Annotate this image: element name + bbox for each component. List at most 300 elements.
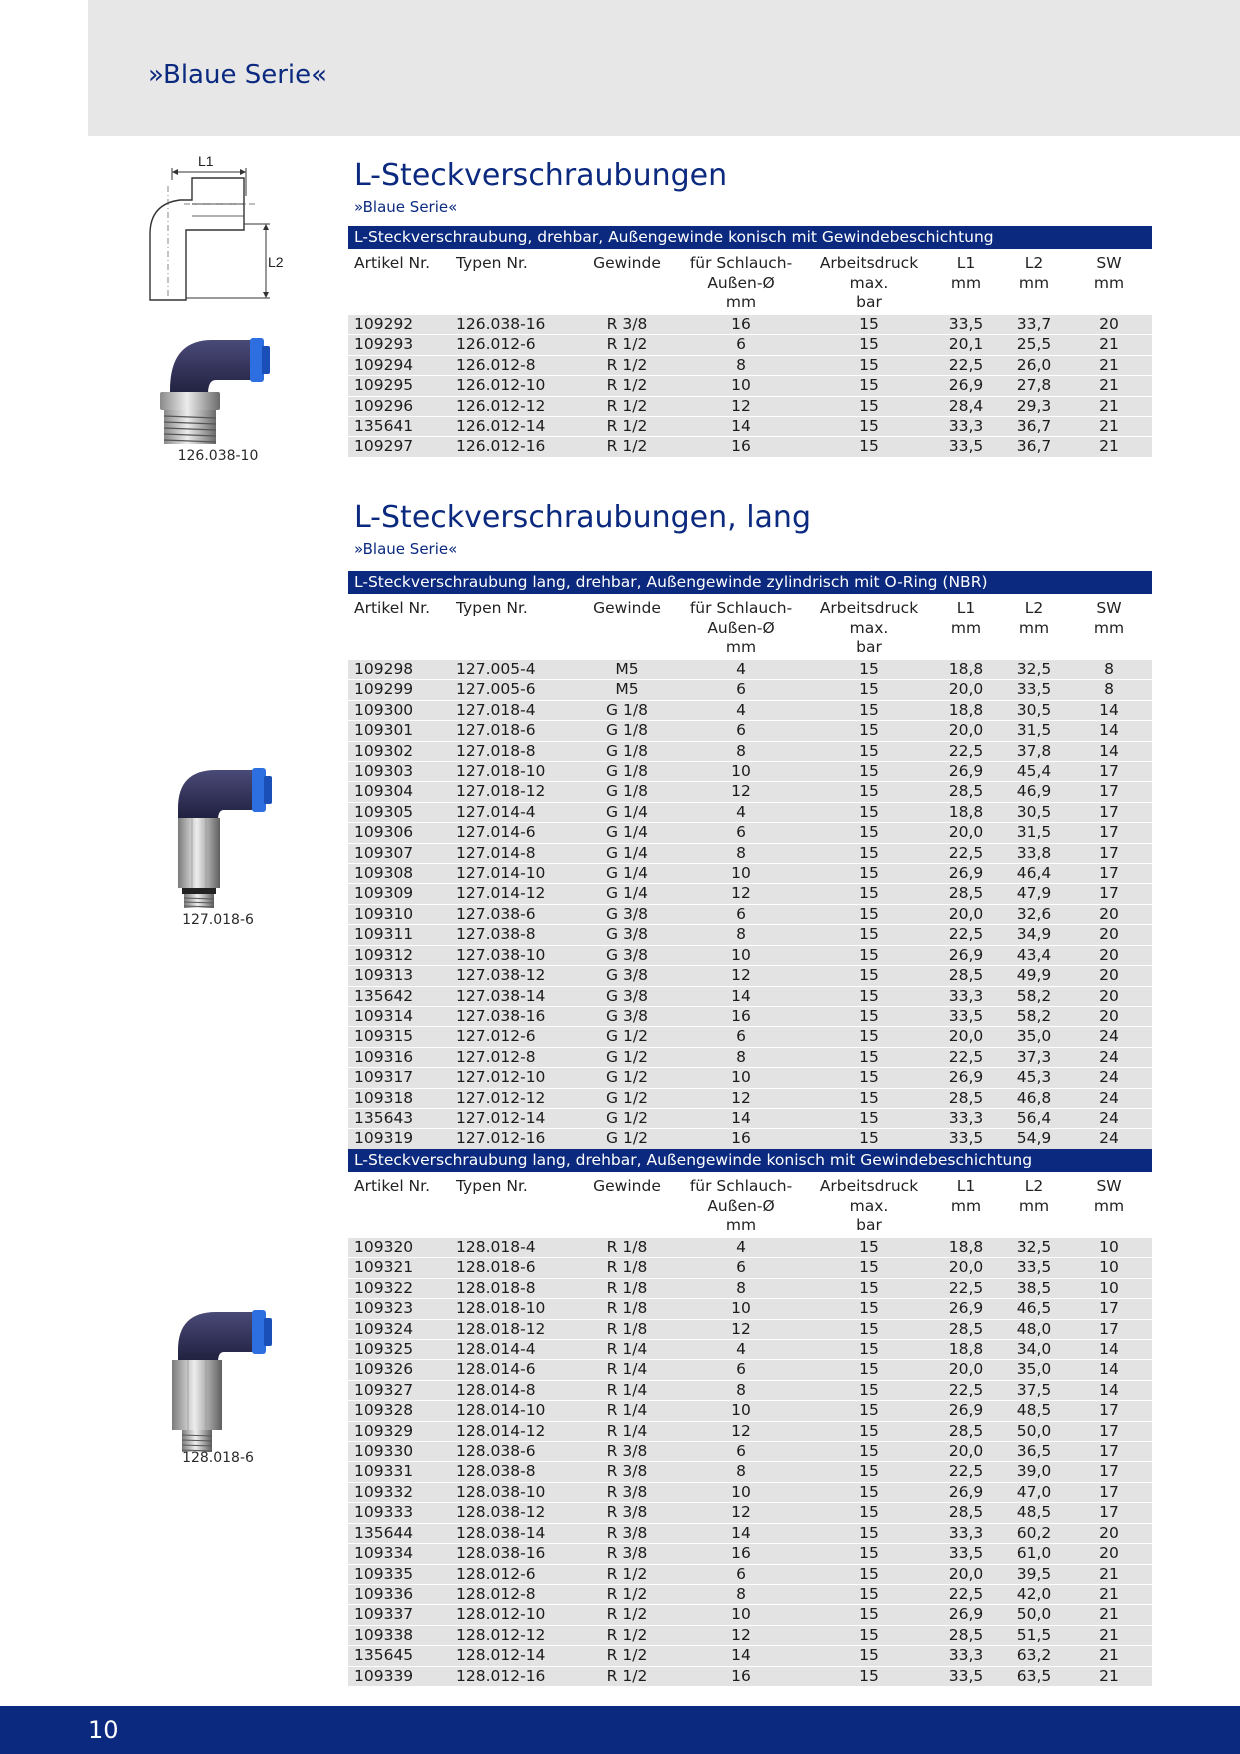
cell-arbeitsdruck: 15 — [808, 986, 930, 1006]
cell-arbeitsdruck: 15 — [808, 700, 930, 720]
cell-gewinde: G 1/4 — [580, 802, 674, 822]
cell-l2: 46,8 — [1002, 1088, 1066, 1108]
table-row — [348, 1258, 1152, 1278]
cell-schlauch-aussen-d: 12 — [674, 1088, 808, 1108]
cell-schlauch-aussen-d: 6 — [674, 680, 808, 700]
table-row — [348, 802, 1152, 822]
cell-schlauch-aussen-d: 6 — [674, 904, 808, 924]
cell-sw: 10 — [1066, 1278, 1152, 1298]
cell-typen-nr: 126.012-12 — [450, 396, 580, 416]
cell-l2: 49,9 — [1002, 966, 1066, 986]
cell-schlauch-aussen-d: 10 — [674, 762, 808, 782]
cell-gewinde: R 1/2 — [580, 1646, 674, 1666]
cell-l2: 32,5 — [1002, 660, 1066, 680]
cell-arbeitsdruck: 15 — [808, 417, 930, 437]
cell-gewinde: G 3/8 — [580, 966, 674, 986]
cell-typen-nr: 128.038-14 — [450, 1523, 580, 1543]
cell-artikel-nr: 135645 — [348, 1646, 450, 1666]
cell-arbeitsdruck: 15 — [808, 1605, 930, 1625]
cell-l2: 46,4 — [1002, 864, 1066, 884]
cell-arbeitsdruck: 15 — [808, 1625, 930, 1645]
column-header-schlauch-aussen-d: für Schlauch- Außen-Ø mm — [689, 1177, 793, 1234]
cell-gewinde: R 1/8 — [580, 1319, 674, 1339]
cell-schlauch-aussen-d: 8 — [674, 1278, 808, 1298]
cell-l1: 18,8 — [930, 802, 1002, 822]
cell-arbeitsdruck: 15 — [808, 1584, 930, 1604]
cell-l1: 33,3 — [930, 1523, 1002, 1543]
cell-artikel-nr: 109339 — [348, 1666, 450, 1686]
cell-typen-nr: 128.038-10 — [450, 1482, 580, 1502]
cell-gewinde: G 1/2 — [580, 1129, 674, 1149]
table-row — [348, 1027, 1152, 1047]
cell-schlauch-aussen-d: 12 — [674, 782, 808, 802]
cell-sw: 17 — [1066, 1503, 1152, 1523]
cell-schlauch-aussen-d: 10 — [674, 1401, 808, 1421]
cell-l1: 28,5 — [930, 1421, 1002, 1441]
cell-l2: 58,2 — [1002, 986, 1066, 1006]
table-row — [348, 1068, 1152, 1088]
column-header-l2: L2 mm — [1018, 1177, 1050, 1215]
cell-schlauch-aussen-d: 16 — [674, 315, 808, 335]
cell-schlauch-aussen-d: 4 — [674, 700, 808, 720]
cell-typen-nr: 128.012-12 — [450, 1625, 580, 1645]
cell-l1: 20,0 — [930, 1360, 1002, 1380]
table-row — [348, 1319, 1152, 1339]
cell-l2: 61,0 — [1002, 1544, 1066, 1564]
cell-artikel-nr: 109295 — [348, 376, 450, 396]
cell-typen-nr: 128.014-6 — [450, 1360, 580, 1380]
cell-l2: 38,5 — [1002, 1278, 1066, 1298]
cell-schlauch-aussen-d: 16 — [674, 437, 808, 457]
cell-gewinde: R 1/2 — [580, 1625, 674, 1645]
cell-l1: 18,8 — [930, 700, 1002, 720]
cell-l1: 28,5 — [930, 1625, 1002, 1645]
cell-sw: 21 — [1066, 1605, 1152, 1625]
cell-schlauch-aussen-d: 6 — [674, 1442, 808, 1462]
cell-l1: 18,8 — [930, 1238, 1002, 1258]
cell-l1: 22,5 — [930, 1380, 1002, 1400]
cell-l1: 20,0 — [930, 1442, 1002, 1462]
cell-l1: 20,0 — [930, 1258, 1002, 1278]
cell-l2: 30,5 — [1002, 802, 1066, 822]
column-header-gewinde: Gewinde — [593, 254, 661, 272]
cell-gewinde: G 1/2 — [580, 1088, 674, 1108]
cell-l2: 25,5 — [1002, 335, 1066, 355]
table-row — [348, 1625, 1152, 1645]
cell-schlauch-aussen-d: 10 — [674, 1068, 808, 1088]
page-number: 10 — [88, 1716, 119, 1744]
cell-arbeitsdruck: 15 — [808, 396, 930, 416]
cell-schlauch-aussen-d: 8 — [674, 1047, 808, 1067]
table-row — [348, 1442, 1152, 1462]
table-header-row — [348, 1172, 1152, 1238]
cell-sw: 10 — [1066, 1258, 1152, 1278]
cell-sw: 10 — [1066, 1238, 1152, 1258]
table-row — [348, 864, 1152, 884]
cell-schlauch-aussen-d: 8 — [674, 741, 808, 761]
cell-schlauch-aussen-d: 10 — [674, 376, 808, 396]
cell-artikel-nr: 109302 — [348, 741, 450, 761]
cell-sw: 21 — [1066, 1646, 1152, 1666]
cell-sw: 14 — [1066, 700, 1152, 720]
cell-gewinde: G 1/2 — [580, 1047, 674, 1067]
cell-gewinde: G 1/2 — [580, 1027, 674, 1047]
table-row — [348, 1503, 1152, 1523]
cell-gewinde: R 1/2 — [580, 376, 674, 396]
cell-l2: 56,4 — [1002, 1108, 1066, 1128]
cell-gewinde: G 3/8 — [580, 945, 674, 965]
table-row — [348, 1523, 1152, 1543]
cell-typen-nr: 127.012-12 — [450, 1088, 580, 1108]
column-header-artikel-nr: Artikel Nr. — [354, 1177, 431, 1195]
cell-schlauch-aussen-d: 12 — [674, 966, 808, 986]
table-row — [348, 925, 1152, 945]
cell-schlauch-aussen-d: 14 — [674, 1646, 808, 1666]
cell-arbeitsdruck: 15 — [808, 1523, 930, 1543]
cell-artikel-nr: 135644 — [348, 1523, 450, 1543]
cell-l2: 34,9 — [1002, 925, 1066, 945]
cell-l1: 20,0 — [930, 680, 1002, 700]
cell-sw: 21 — [1066, 355, 1152, 375]
cell-sw: 21 — [1066, 417, 1152, 437]
cell-gewinde: R 3/8 — [580, 1462, 674, 1482]
cell-schlauch-aussen-d: 14 — [674, 1523, 808, 1543]
cell-typen-nr: 127.012-10 — [450, 1068, 580, 1088]
cell-typen-nr: 127.012-16 — [450, 1129, 580, 1149]
column-header-arbeitsdruck: Arbeitsdruck max. bar — [819, 1177, 919, 1234]
cell-l1: 20,0 — [930, 1564, 1002, 1584]
product-title-1: L-Steckverschraubungen — [354, 158, 728, 193]
cell-artikel-nr: 109330 — [348, 1442, 450, 1462]
cell-sw: 17 — [1066, 823, 1152, 843]
cell-sw: 21 — [1066, 1666, 1152, 1686]
table-caption: L-Steckverschraubung, drehbar, Außengewinde konisch mit Gewindebeschichtung — [348, 226, 1152, 249]
cell-l2: 33,5 — [1002, 1258, 1066, 1278]
table-row — [348, 1544, 1152, 1564]
cell-typen-nr: 128.018-4 — [450, 1238, 580, 1258]
cell-typen-nr: 127.018-4 — [450, 700, 580, 720]
cell-gewinde: R 1/4 — [580, 1360, 674, 1380]
cell-sw: 20 — [1066, 1006, 1152, 1026]
cell-schlauch-aussen-d: 6 — [674, 1564, 808, 1584]
cell-sw: 17 — [1066, 1401, 1152, 1421]
cell-l1: 26,9 — [930, 1068, 1002, 1088]
cell-typen-nr: 128.012-8 — [450, 1584, 580, 1604]
cell-sw: 21 — [1066, 1625, 1152, 1645]
cell-schlauch-aussen-d: 16 — [674, 1006, 808, 1026]
cell-schlauch-aussen-d: 14 — [674, 1108, 808, 1128]
cell-gewinde: R 3/8 — [580, 1442, 674, 1462]
cell-l2: 32,5 — [1002, 1238, 1066, 1258]
cell-sw: 14 — [1066, 721, 1152, 741]
cell-artikel-nr: 109305 — [348, 802, 450, 822]
cell-schlauch-aussen-d: 12 — [674, 1503, 808, 1523]
cell-arbeitsdruck: 15 — [808, 1380, 930, 1400]
cell-schlauch-aussen-d: 8 — [674, 1380, 808, 1400]
cell-sw: 17 — [1066, 1421, 1152, 1441]
cell-typen-nr: 127.018-12 — [450, 782, 580, 802]
cell-typen-nr: 128.012-16 — [450, 1666, 580, 1686]
cell-l1: 28,4 — [930, 396, 1002, 416]
cell-l2: 45,4 — [1002, 762, 1066, 782]
cell-typen-nr: 128.038-16 — [450, 1544, 580, 1564]
cell-l2: 33,5 — [1002, 680, 1066, 700]
cell-typen-nr: 128.038-12 — [450, 1503, 580, 1523]
product-table-127 — [348, 571, 1152, 1150]
cell-arbeitsdruck: 15 — [808, 782, 930, 802]
column-header-typen-nr: Typen Nr. — [456, 254, 528, 272]
column-header-schlauch-aussen-d: für Schlauch- Außen-Ø mm — [689, 254, 793, 311]
column-header-schlauch-aussen-d: für Schlauch- Außen-Ø mm — [689, 599, 793, 656]
cell-sw: 24 — [1066, 1047, 1152, 1067]
cell-typen-nr: 126.012-16 — [450, 437, 580, 457]
cell-gewinde: R 1/2 — [580, 335, 674, 355]
cell-sw: 24 — [1066, 1027, 1152, 1047]
cell-arbeitsdruck: 15 — [808, 721, 930, 741]
cell-artikel-nr: 109323 — [348, 1299, 450, 1319]
cell-l1: 22,5 — [930, 843, 1002, 863]
cell-l1: 26,9 — [930, 945, 1002, 965]
cell-arbeitsdruck: 15 — [808, 762, 930, 782]
cell-artikel-nr: 135641 — [348, 417, 450, 437]
cell-sw: 21 — [1066, 396, 1152, 416]
table-row — [348, 1380, 1152, 1400]
table-row — [348, 721, 1152, 741]
product-subtitle-1: »Blaue Serie« — [354, 198, 458, 216]
cell-gewinde: R 1/8 — [580, 1258, 674, 1278]
cell-artikel-nr: 109312 — [348, 945, 450, 965]
table-row — [348, 1646, 1152, 1666]
cell-sw: 24 — [1066, 1129, 1152, 1149]
cell-l1: 28,5 — [930, 966, 1002, 986]
cell-l2: 37,5 — [1002, 1380, 1066, 1400]
cell-l2: 48,5 — [1002, 1401, 1066, 1421]
table-caption-row — [348, 571, 1152, 594]
cell-gewinde: R 1/2 — [580, 417, 674, 437]
cell-gewinde: G 1/8 — [580, 721, 674, 741]
cell-l2: 26,0 — [1002, 355, 1066, 375]
cell-l2: 35,0 — [1002, 1360, 1066, 1380]
cell-gewinde: G 1/4 — [580, 843, 674, 863]
cell-l2: 30,5 — [1002, 700, 1066, 720]
cell-gewinde: R 1/4 — [580, 1340, 674, 1360]
table-row — [348, 1605, 1152, 1625]
cell-artikel-nr: 109325 — [348, 1340, 450, 1360]
cell-sw: 20 — [1066, 315, 1152, 335]
cell-artikel-nr: 109301 — [348, 721, 450, 741]
cell-artikel-nr: 109308 — [348, 864, 450, 884]
cell-arbeitsdruck: 15 — [808, 1088, 930, 1108]
cell-sw: 21 — [1066, 437, 1152, 457]
cell-arbeitsdruck: 15 — [808, 843, 930, 863]
cell-schlauch-aussen-d: 10 — [674, 945, 808, 965]
cell-schlauch-aussen-d: 8 — [674, 843, 808, 863]
cell-l1: 20,0 — [930, 721, 1002, 741]
cell-typen-nr: 127.005-6 — [450, 680, 580, 700]
cell-typen-nr: 127.012-6 — [450, 1027, 580, 1047]
cell-gewinde: R 3/8 — [580, 1503, 674, 1523]
column-header-typen-nr: Typen Nr. — [456, 599, 528, 617]
cell-artikel-nr: 109316 — [348, 1047, 450, 1067]
product-subtitle-2: »Blaue Serie« — [354, 540, 458, 558]
cell-typen-nr: 127.018-8 — [450, 741, 580, 761]
cell-arbeitsdruck: 15 — [808, 823, 930, 843]
cell-artikel-nr: 109333 — [348, 1503, 450, 1523]
cell-artikel-nr: 109321 — [348, 1258, 450, 1278]
cell-l2: 29,3 — [1002, 396, 1066, 416]
table-row — [348, 396, 1152, 416]
table-row — [348, 762, 1152, 782]
cell-arbeitsdruck: 15 — [808, 1462, 930, 1482]
table-row — [348, 355, 1152, 375]
l2-dimension-label: L2 — [268, 254, 284, 270]
cell-gewinde: R 1/4 — [580, 1380, 674, 1400]
cell-sw: 8 — [1066, 680, 1152, 700]
cell-arbeitsdruck: 15 — [808, 1401, 930, 1421]
cell-schlauch-aussen-d: 8 — [674, 355, 808, 375]
cell-sw: 8 — [1066, 660, 1152, 680]
product-image-128 — [166, 1306, 282, 1456]
cell-sw: 17 — [1066, 1299, 1152, 1319]
cell-schlauch-aussen-d: 10 — [674, 1605, 808, 1625]
table-row — [348, 823, 1152, 843]
table-row — [348, 376, 1152, 396]
cell-arbeitsdruck: 15 — [808, 1666, 930, 1686]
cell-sw: 20 — [1066, 1523, 1152, 1543]
cell-arbeitsdruck: 15 — [808, 1027, 930, 1047]
cell-arbeitsdruck: 15 — [808, 1258, 930, 1278]
cell-l1: 22,5 — [930, 1278, 1002, 1298]
column-header-sw: SW mm — [1093, 254, 1125, 292]
cell-l2: 60,2 — [1002, 1523, 1066, 1543]
table-row — [348, 1666, 1152, 1686]
cell-schlauch-aussen-d: 16 — [674, 1129, 808, 1149]
column-header-artikel-nr: Artikel Nr. — [354, 599, 431, 617]
cell-gewinde: R 1/2 — [580, 396, 674, 416]
cell-sw: 17 — [1066, 1319, 1152, 1339]
cell-gewinde: R 1/2 — [580, 355, 674, 375]
cell-sw: 20 — [1066, 904, 1152, 924]
column-header-gewinde: Gewinde — [593, 599, 661, 617]
cell-artikel-nr: 109337 — [348, 1605, 450, 1625]
cell-artikel-nr: 109297 — [348, 437, 450, 457]
cell-l1: 20,0 — [930, 904, 1002, 924]
cell-artikel-nr: 109338 — [348, 1625, 450, 1645]
cell-l1: 33,3 — [930, 1108, 1002, 1128]
cell-gewinde: R 1/2 — [580, 1564, 674, 1584]
cell-l2: 33,7 — [1002, 315, 1066, 335]
cell-l2: 32,6 — [1002, 904, 1066, 924]
cell-artikel-nr: 109331 — [348, 1462, 450, 1482]
cell-gewinde: G 3/8 — [580, 925, 674, 945]
cell-arbeitsdruck: 15 — [808, 1503, 930, 1523]
cell-gewinde: R 1/2 — [580, 1584, 674, 1604]
table-row — [348, 1129, 1152, 1149]
cell-gewinde: R 1/8 — [580, 1278, 674, 1298]
column-header-sw: SW mm — [1093, 1177, 1125, 1215]
cell-artikel-nr: 109328 — [348, 1401, 450, 1421]
cell-sw: 17 — [1066, 1442, 1152, 1462]
cell-typen-nr: 127.018-6 — [450, 721, 580, 741]
cell-typen-nr: 127.014-12 — [450, 884, 580, 904]
cell-artikel-nr: 135643 — [348, 1108, 450, 1128]
cell-arbeitsdruck: 15 — [808, 884, 930, 904]
cell-sw: 14 — [1066, 1340, 1152, 1360]
cell-l1: 22,5 — [930, 925, 1002, 945]
cell-l1: 22,5 — [930, 1462, 1002, 1482]
cell-l2: 47,9 — [1002, 884, 1066, 904]
cell-gewinde: R 3/8 — [580, 1523, 674, 1543]
cell-arbeitsdruck: 15 — [808, 864, 930, 884]
cell-sw: 17 — [1066, 762, 1152, 782]
cell-artikel-nr: 109329 — [348, 1421, 450, 1441]
cell-sw: 24 — [1066, 1108, 1152, 1128]
cell-l2: 51,5 — [1002, 1625, 1066, 1645]
table-row — [348, 1401, 1152, 1421]
table-row — [348, 1108, 1152, 1128]
cell-artikel-nr: 109317 — [348, 1068, 450, 1088]
cell-typen-nr: 126.012-14 — [450, 417, 580, 437]
cell-gewinde: R 1/2 — [580, 437, 674, 457]
table-row — [348, 1299, 1152, 1319]
cell-artikel-nr: 109299 — [348, 680, 450, 700]
cell-l1: 26,9 — [930, 1401, 1002, 1421]
cell-typen-nr: 127.038-16 — [450, 1006, 580, 1026]
cell-artikel-nr: 109327 — [348, 1380, 450, 1400]
cell-schlauch-aussen-d: 6 — [674, 823, 808, 843]
cell-typen-nr: 126.038-16 — [450, 315, 580, 335]
cell-typen-nr: 128.018-6 — [450, 1258, 580, 1278]
cell-sw: 21 — [1066, 1584, 1152, 1604]
cell-l1: 33,5 — [930, 1544, 1002, 1564]
table-row — [348, 1047, 1152, 1067]
l1-dimension-label: L1 — [198, 156, 214, 169]
table-row — [348, 945, 1152, 965]
cell-typen-nr: 126.012-6 — [450, 335, 580, 355]
table-row — [348, 966, 1152, 986]
cell-artikel-nr: 109311 — [348, 925, 450, 945]
cell-l1: 18,8 — [930, 1340, 1002, 1360]
cell-sw: 14 — [1066, 1360, 1152, 1380]
cell-gewinde: R 1/4 — [580, 1401, 674, 1421]
cell-l1: 33,5 — [930, 315, 1002, 335]
cell-arbeitsdruck: 15 — [808, 660, 930, 680]
cell-gewinde: R 1/2 — [580, 1666, 674, 1686]
cell-l1: 28,5 — [930, 1319, 1002, 1339]
cell-gewinde: R 3/8 — [580, 315, 674, 335]
cell-artikel-nr: 135642 — [348, 986, 450, 1006]
cell-artikel-nr: 109314 — [348, 1006, 450, 1026]
cell-l1: 20,0 — [930, 823, 1002, 843]
cell-schlauch-aussen-d: 10 — [674, 864, 808, 884]
cell-artikel-nr: 109309 — [348, 884, 450, 904]
cell-l1: 18,8 — [930, 660, 1002, 680]
cell-schlauch-aussen-d: 12 — [674, 396, 808, 416]
cell-l2: 27,8 — [1002, 376, 1066, 396]
cell-schlauch-aussen-d: 10 — [674, 1299, 808, 1319]
product-image-127 — [172, 764, 282, 914]
cell-sw: 21 — [1066, 376, 1152, 396]
table-row — [348, 680, 1152, 700]
cell-schlauch-aussen-d: 4 — [674, 802, 808, 822]
table-row — [348, 417, 1152, 437]
cell-arbeitsdruck: 15 — [808, 1238, 930, 1258]
cell-gewinde: G 1/2 — [580, 1108, 674, 1128]
cell-schlauch-aussen-d: 12 — [674, 1421, 808, 1441]
cell-gewinde: G 1/4 — [580, 884, 674, 904]
cell-gewinde: G 1/8 — [580, 782, 674, 802]
cell-l1: 20,0 — [930, 1027, 1002, 1047]
